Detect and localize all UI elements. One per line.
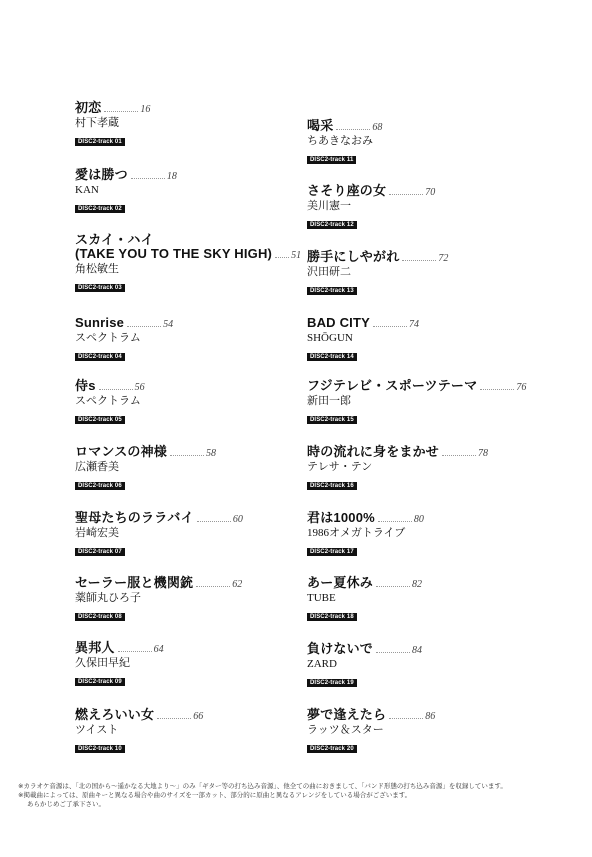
artist-name: 薬師丸ひろ子 — [75, 592, 141, 604]
dot-leader — [196, 586, 230, 587]
page-number: 76 — [516, 382, 527, 393]
dot-leader — [131, 178, 165, 179]
dot-leader — [275, 257, 289, 258]
track-badge: DISC2-track 05 — [75, 416, 125, 424]
page-number: 54 — [163, 319, 174, 330]
song-title: BAD CITY — [307, 315, 370, 330]
page-number: 84 — [412, 645, 423, 656]
dot-leader — [336, 129, 370, 130]
song-title: 愛は勝つ — [75, 167, 128, 182]
song-entry — [307, 575, 557, 623]
artist-name: SHŌGUN — [307, 332, 353, 344]
artist-name: ZARD — [307, 658, 337, 670]
dot-leader — [99, 389, 133, 390]
page-number: 66 — [193, 711, 204, 722]
song-entry — [307, 118, 557, 166]
artist-name: 岩崎宏美 — [75, 527, 119, 539]
page-number: 60 — [232, 514, 243, 525]
dot-leader — [118, 651, 152, 652]
artist-name: 美川憲一 — [307, 200, 351, 212]
song-entry — [75, 100, 325, 148]
dot-leader — [104, 111, 138, 112]
song-entry — [75, 444, 325, 492]
track-badge: DISC2-track 09 — [75, 678, 125, 686]
song-title: フジテレビ・スポーツテーマ — [307, 378, 478, 393]
dot-leader — [127, 326, 161, 327]
song-title: 初恋 — [75, 100, 102, 115]
dot-leader — [157, 718, 191, 719]
page-number: 62 — [232, 579, 243, 590]
song-title-line1: スカイ・ハイ — [75, 232, 154, 247]
track-badge: DISC2-track 02 — [75, 205, 125, 213]
artist-name: 1986オメガトライブ — [307, 527, 406, 539]
song-entry — [307, 641, 557, 689]
song-title: 喝采 — [307, 118, 334, 133]
artist-name: テレサ・テン — [307, 461, 373, 473]
song-title: あー夏休み — [307, 575, 374, 590]
page-number: 56 — [134, 382, 145, 393]
artist-name: 角松敏生 — [75, 263, 119, 275]
song-entry — [75, 707, 325, 755]
page-number: 64 — [153, 644, 164, 655]
track-badge: DISC2-track 18 — [307, 613, 357, 621]
footnote — [18, 782, 578, 809]
track-badge: DISC2-track 12 — [307, 221, 357, 229]
track-badge: DISC2-track 06 — [75, 482, 125, 490]
dot-leader — [389, 194, 423, 195]
dot-leader — [378, 521, 412, 522]
song-entry — [75, 575, 325, 623]
dot-leader — [442, 455, 476, 456]
track-badge: DISC2-track 17 — [307, 548, 357, 556]
dot-leader — [402, 260, 436, 261]
song-entry — [307, 510, 557, 558]
artist-name: KAN — [75, 184, 99, 196]
page-number: 58 — [206, 448, 217, 459]
track-badge: DISC2-track 04 — [75, 353, 125, 361]
artist-name: 村下孝蔵 — [75, 117, 119, 129]
song-entry — [75, 510, 325, 558]
page-number: 68 — [372, 122, 383, 133]
track-badge: DISC2-track 07 — [75, 548, 125, 556]
song-title: 夢で逢えたら — [307, 707, 387, 722]
track-badge: DISC2-track 20 — [307, 745, 357, 753]
song-entry — [307, 315, 557, 363]
page-number: 51 — [291, 250, 302, 261]
track-badge: DISC2-track 14 — [307, 353, 357, 361]
song-title: Sunrise — [75, 315, 125, 330]
song-entry — [307, 249, 557, 297]
song-title: 君は1000% — [307, 510, 375, 525]
song-title: 侍s — [75, 378, 96, 393]
artist-name: ツイスト — [75, 724, 119, 736]
artist-name: スペクトラム — [75, 332, 141, 344]
page-number: 72 — [438, 253, 449, 264]
song-title: 異邦人 — [75, 640, 115, 655]
track-badge: DISC2-track 08 — [75, 613, 125, 621]
song-title: 時の流れに身をまかせ — [307, 444, 440, 459]
track-badge: DISC2-track 03 — [75, 284, 125, 292]
track-badge: DISC2-track 16 — [307, 482, 357, 490]
song-entry — [75, 167, 325, 215]
song-title: ロマンスの神様 — [75, 444, 168, 459]
page-number: 80 — [413, 514, 424, 525]
song-title: 勝手にしやがれ — [307, 249, 400, 264]
song-title: 聖母たちのララバイ — [75, 510, 194, 525]
dot-leader — [376, 586, 410, 587]
page-number: 86 — [425, 711, 436, 722]
footnote-line: ※カラオケ音源は、「北の国から～遥かなる大地より～」のみ「ギター等の打ち込み音源」、他全ての曲におきまして、「バンド形態の打ち込み音源」を収録しています。 — [18, 783, 507, 790]
artist-name: ちあきなおみ — [307, 135, 373, 147]
dot-leader — [389, 718, 423, 719]
song-title: 負けないで — [307, 641, 374, 656]
artist-name: 新田一郎 — [307, 395, 351, 407]
track-badge: DISC2-track 13 — [307, 287, 357, 295]
song-entry — [307, 183, 557, 231]
page-number: 18 — [166, 171, 177, 182]
song-entry — [75, 640, 325, 688]
page-number: 78 — [478, 448, 489, 459]
song-title: セーラー服と機関銃 — [75, 575, 194, 590]
dot-leader — [170, 455, 204, 456]
song-entry — [307, 378, 557, 426]
song-title: さそり座の女 — [307, 183, 387, 198]
song-entry — [307, 707, 557, 755]
track-badge: DISC2-track 15 — [307, 416, 357, 424]
artist-name: 広瀬香美 — [75, 461, 119, 473]
song-title: 燃えろいい女 — [75, 707, 155, 722]
dot-leader — [197, 521, 231, 522]
artist-name: 沢田研二 — [307, 266, 351, 278]
page-number: 82 — [412, 579, 423, 590]
track-badge: DISC2-track 11 — [307, 156, 356, 164]
artist-name: TUBE — [307, 592, 336, 604]
page-number: 70 — [425, 187, 436, 198]
dot-leader — [480, 389, 514, 390]
footnote-line: ※掲載曲によっては、原曲キーと異なる場合や曲のサイズを一部カット、部分的に原曲と異なるアレンジをしている場合がございます。 — [18, 792, 412, 799]
song-entry — [75, 233, 325, 294]
page-number: 16 — [140, 104, 151, 115]
dot-leader — [373, 326, 407, 327]
dot-leader — [376, 652, 410, 653]
song-entry — [307, 444, 557, 492]
artist-name: スペクトラム — [75, 395, 141, 407]
track-badge: DISC2-track 19 — [307, 679, 357, 687]
song-entry — [75, 315, 325, 363]
artist-name: ラッツ＆スター — [307, 724, 384, 736]
artist-name: 久保田早紀 — [75, 657, 130, 669]
track-badge: DISC2-track 10 — [75, 745, 125, 753]
page-number: 74 — [409, 319, 419, 330]
footnote-line: あらかじめご了承下さい。 — [27, 801, 105, 808]
track-badge: DISC2-track 01 — [75, 138, 125, 146]
song-title-line2: (TAKE YOU TO THE SKY HIGH) — [75, 246, 273, 261]
song-entry — [75, 378, 325, 426]
